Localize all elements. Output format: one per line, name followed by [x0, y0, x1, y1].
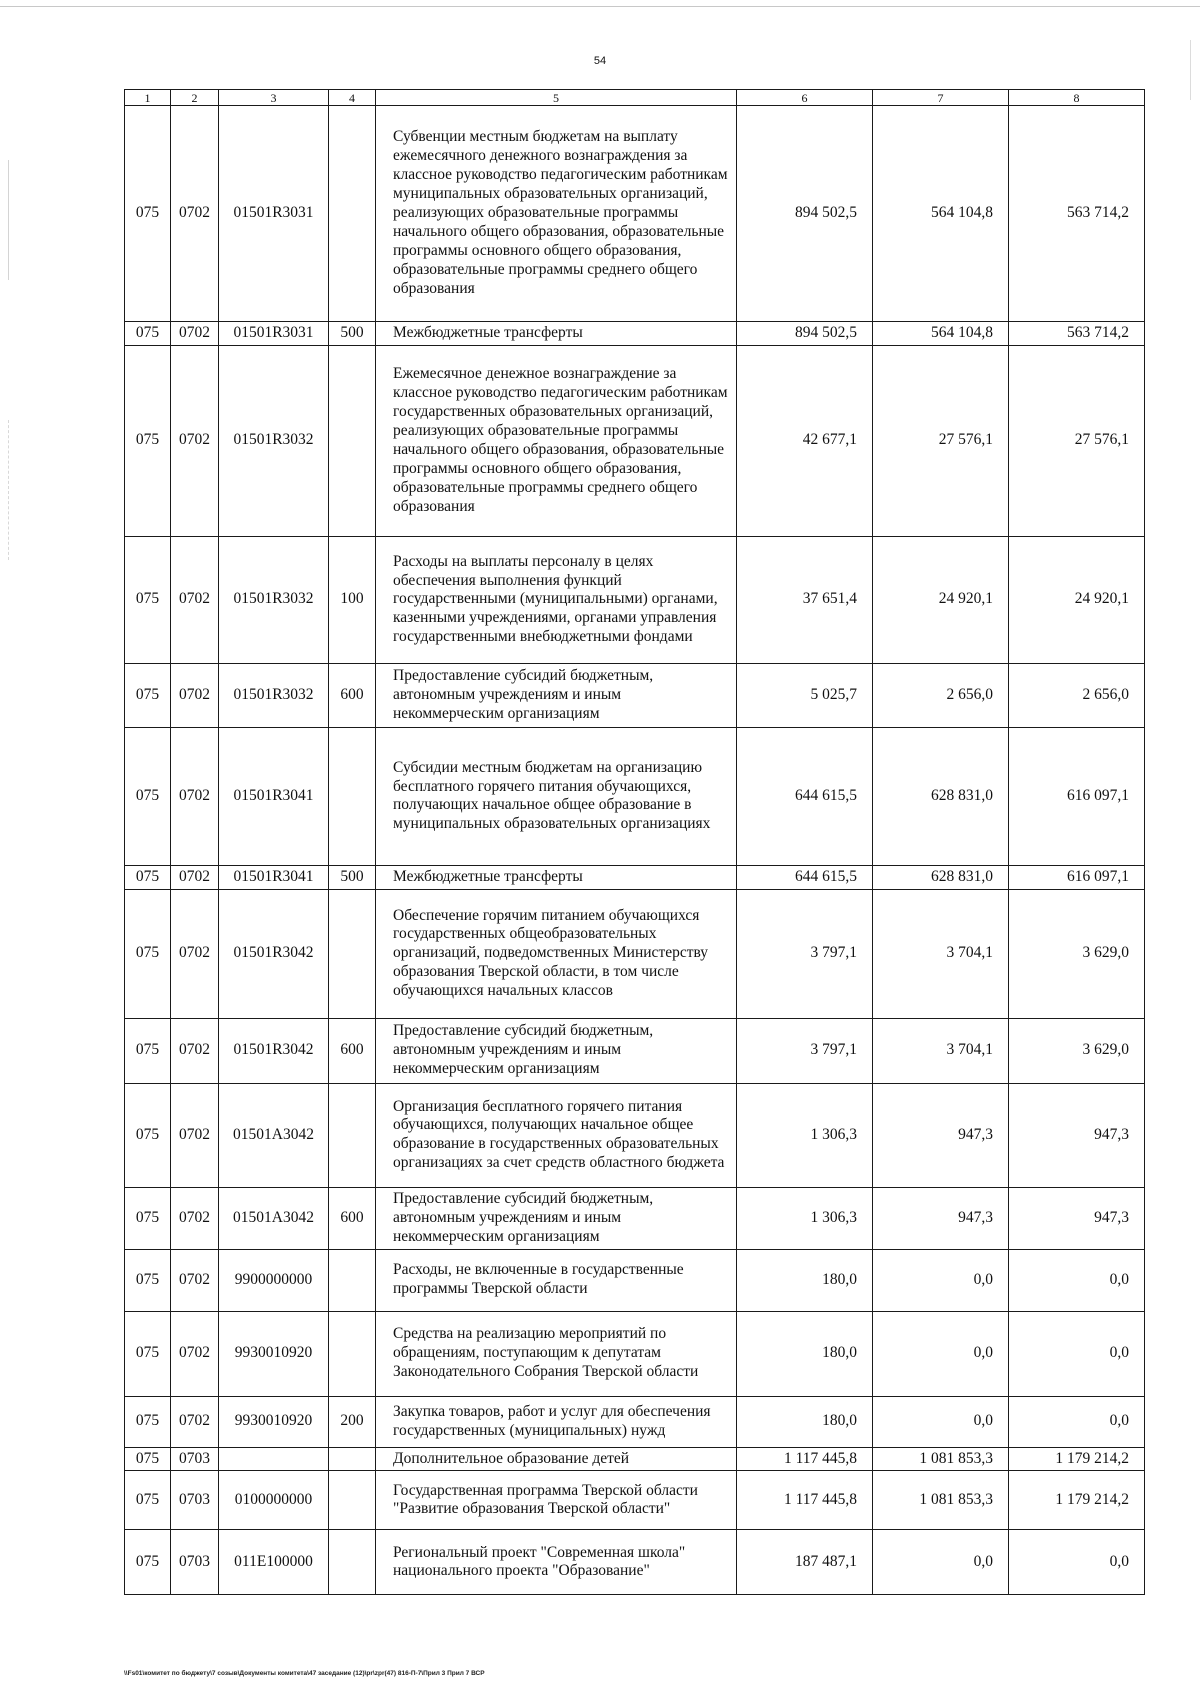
- cell-amount-col6: 3 797,1: [737, 1018, 873, 1083]
- cell-admin-code: 075: [125, 1018, 171, 1083]
- cell-description: Обеспечение горячим питанием обучающихся государственных общеобразовательных организаций, подведомственных Министерству образования Тверской области, в том числе обучающихся начальных классов: [376, 889, 737, 1018]
- table-row: [125, 727, 1145, 865]
- cell-amount-col8: 2 656,0: [1009, 663, 1145, 727]
- budget-table-container: [124, 89, 1145, 1595]
- cell-amount-col8: 947,3: [1009, 1187, 1145, 1249]
- cell-expense-type: [329, 1447, 376, 1471]
- cell-description: Государственная программа Тверской области "Развитие образования Тверской области": [376, 1471, 737, 1530]
- cell-admin-code: 075: [125, 106, 171, 322]
- cell-admin-code: 075: [125, 1471, 171, 1530]
- cell-expense-type: 100: [329, 536, 376, 663]
- cell-admin-code: 075: [125, 1187, 171, 1249]
- table-row: [125, 1249, 1145, 1311]
- cell-section-code: 0702: [171, 322, 219, 346]
- cell-amount-col6: 1 306,3: [737, 1083, 873, 1187]
- scan-artifact-mark: [8, 160, 9, 280]
- cell-target-article: 011E100000: [219, 1530, 329, 1595]
- table-row: [125, 663, 1145, 727]
- cell-admin-code: 075: [125, 1083, 171, 1187]
- cell-section-code: 0702: [171, 1396, 219, 1447]
- cell-amount-col7: 1 081 853,3: [873, 1471, 1009, 1530]
- cell-section-code: 0703: [171, 1530, 219, 1595]
- column-header: 1: [125, 90, 171, 106]
- cell-section-code: 0702: [171, 865, 219, 889]
- cell-amount-col6: 894 502,5: [737, 322, 873, 346]
- cell-admin-code: 075: [125, 1447, 171, 1471]
- cell-description: Межбюджетные трансферты: [376, 322, 737, 346]
- cell-target-article: 01501R3041: [219, 727, 329, 865]
- cell-admin-code: 075: [125, 1249, 171, 1311]
- cell-description: Организация бесплатного горячего питания обучающихся, получающих начальное общее образование в государственных образовательных организациях за счет средств областного бюджета: [376, 1083, 737, 1187]
- cell-description: Средства на реализацию мероприятий по обращениям, поступающим к депутатам Законодательного Собрания Тверской области: [376, 1311, 737, 1396]
- table-row: [125, 345, 1145, 536]
- cell-amount-col6: 1 117 445,8: [737, 1447, 873, 1471]
- cell-section-code: 0702: [171, 106, 219, 322]
- cell-target-article: 9930010920: [219, 1396, 329, 1447]
- cell-amount-col8: 0,0: [1009, 1530, 1145, 1595]
- cell-amount-col8: 947,3: [1009, 1083, 1145, 1187]
- cell-description: Дополнительное образование детей: [376, 1447, 737, 1471]
- cell-amount-col8: 1 179 214,2: [1009, 1471, 1145, 1530]
- table-row: [125, 1471, 1145, 1530]
- cell-section-code: 0702: [171, 1083, 219, 1187]
- cell-admin-code: 075: [125, 663, 171, 727]
- cell-section-code: 0702: [171, 889, 219, 1018]
- cell-amount-col6: 180,0: [737, 1311, 873, 1396]
- page-number: 54: [593, 55, 607, 67]
- cell-amount-col6: 5 025,7: [737, 663, 873, 727]
- cell-section-code: 0702: [171, 1187, 219, 1249]
- cell-amount-col6: 1 117 445,8: [737, 1471, 873, 1530]
- cell-amount-col7: 27 576,1: [873, 345, 1009, 536]
- cell-expense-type: [329, 1530, 376, 1595]
- cell-description: Субвенции местным бюджетам на выплату ежемесячного денежного вознаграждения за классное руководство педагогическим работникам муниципальных образовательных организаций, реализующих образовательные программы начального общего образования, образовательные программы основного общего образования, образовательные программы среднего общего образования: [376, 106, 737, 322]
- table-row: [125, 865, 1145, 889]
- cell-amount-col7: 24 920,1: [873, 536, 1009, 663]
- cell-target-article: 0100000000: [219, 1471, 329, 1530]
- cell-description: Межбюджетные трансферты: [376, 865, 737, 889]
- cell-description: Расходы, не включенные в государственные программы Тверской области: [376, 1249, 737, 1311]
- cell-amount-col7: 3 704,1: [873, 889, 1009, 1018]
- cell-admin-code: 075: [125, 1311, 171, 1396]
- cell-target-article: 9900000000: [219, 1249, 329, 1311]
- cell-amount-col7: 0,0: [873, 1530, 1009, 1595]
- cell-section-code: 0702: [171, 1311, 219, 1396]
- cell-description: Ежемесячное денежное вознаграждение за классное руководство педагогическим работникам государственных образовательных организаций, реализующих образовательные программы начального общего образования, образовательные программы основного общего образования, образовательные программы среднего общего образования: [376, 345, 737, 536]
- cell-amount-col8: 616 097,1: [1009, 865, 1145, 889]
- file-path-footer: \\Fs01\комитет по бюджету\7 созыв\Документы комитета\47 заседание (12)\pr\zpr(47) 816-П-7\Прил 3 Прил 7 ВСР: [124, 1670, 485, 1677]
- cell-amount-col8: 24 920,1: [1009, 536, 1145, 663]
- cell-amount-col7: 564 104,8: [873, 322, 1009, 346]
- table-row: [125, 106, 1145, 322]
- cell-section-code: 0703: [171, 1447, 219, 1471]
- column-header: 6: [737, 90, 873, 106]
- cell-amount-col7: 0,0: [873, 1396, 1009, 1447]
- cell-description: Предоставление субсидий бюджетным, автономным учреждениям и иным некоммерческим организациям: [376, 1018, 737, 1083]
- cell-amount-col8: 563 714,2: [1009, 106, 1145, 322]
- cell-expense-type: [329, 1083, 376, 1187]
- cell-description: Расходы на выплаты персоналу в целях обеспечения выполнения функций государственными (муниципальными) органами, казенными учреждениями, органами управления государственными внебюджетными фондами: [376, 536, 737, 663]
- cell-expense-type: 600: [329, 663, 376, 727]
- cell-section-code: 0703: [171, 1471, 219, 1530]
- cell-expense-type: 600: [329, 1187, 376, 1249]
- cell-amount-col8: 0,0: [1009, 1249, 1145, 1311]
- table-row: [125, 1447, 1145, 1471]
- cell-amount-col8: 0,0: [1009, 1396, 1145, 1447]
- column-header: 4: [329, 90, 376, 106]
- cell-amount-col6: 644 615,5: [737, 727, 873, 865]
- cell-expense-type: [329, 1311, 376, 1396]
- cell-amount-col8: 616 097,1: [1009, 727, 1145, 865]
- cell-target-article: 01501R3032: [219, 663, 329, 727]
- cell-amount-col7: 564 104,8: [873, 106, 1009, 322]
- cell-target-article: 01501R3042: [219, 889, 329, 1018]
- cell-amount-col7: 1 081 853,3: [873, 1447, 1009, 1471]
- cell-admin-code: 075: [125, 1396, 171, 1447]
- cell-expense-type: [329, 889, 376, 1018]
- table-row: [125, 889, 1145, 1018]
- table-row: [125, 1311, 1145, 1396]
- cell-amount-col6: 644 615,5: [737, 865, 873, 889]
- cell-amount-col8: 563 714,2: [1009, 322, 1145, 346]
- cell-description: Предоставление субсидий бюджетным, автономным учреждениям и иным некоммерческим организациям: [376, 1187, 737, 1249]
- scan-artifact-mark: [1190, 40, 1191, 100]
- cell-expense-type: [329, 1249, 376, 1311]
- cell-section-code: 0702: [171, 663, 219, 727]
- cell-admin-code: 075: [125, 322, 171, 346]
- cell-section-code: 0702: [171, 536, 219, 663]
- cell-admin-code: 075: [125, 1530, 171, 1595]
- cell-amount-col7: 947,3: [873, 1187, 1009, 1249]
- cell-amount-col8: 3 629,0: [1009, 1018, 1145, 1083]
- cell-amount-col8: 0,0: [1009, 1311, 1145, 1396]
- cell-amount-col6: 894 502,5: [737, 106, 873, 322]
- column-header: 2: [171, 90, 219, 106]
- cell-amount-col7: 628 831,0: [873, 727, 1009, 865]
- cell-admin-code: 075: [125, 345, 171, 536]
- cell-amount-col6: 187 487,1: [737, 1530, 873, 1595]
- table-row: [125, 1018, 1145, 1083]
- cell-expense-type: [329, 106, 376, 322]
- table-row: [125, 1530, 1145, 1595]
- cell-description: Региональный проект "Современная школа" национального проекта "Образование": [376, 1530, 737, 1595]
- cell-amount-col7: 3 704,1: [873, 1018, 1009, 1083]
- cell-amount-col8: 27 576,1: [1009, 345, 1145, 536]
- cell-section-code: 0702: [171, 727, 219, 865]
- cell-target-article: 01501R3041: [219, 865, 329, 889]
- cell-expense-type: 200: [329, 1396, 376, 1447]
- table-row: [125, 1396, 1145, 1447]
- table-header-row: [125, 90, 1145, 106]
- cell-amount-col8: 1 179 214,2: [1009, 1447, 1145, 1471]
- column-header: 5: [376, 90, 737, 106]
- cell-amount-col6: 37 651,4: [737, 536, 873, 663]
- cell-admin-code: 075: [125, 727, 171, 865]
- cell-expense-type: [329, 345, 376, 536]
- cell-description: Предоставление субсидий бюджетным, автономным учреждениям и иным некоммерческим организациям: [376, 663, 737, 727]
- cell-target-article: 01501R3031: [219, 106, 329, 322]
- cell-amount-col7: 0,0: [873, 1249, 1009, 1311]
- cell-amount-col6: 180,0: [737, 1396, 873, 1447]
- cell-expense-type: 500: [329, 865, 376, 889]
- cell-amount-col8: 3 629,0: [1009, 889, 1145, 1018]
- cell-section-code: 0702: [171, 345, 219, 536]
- column-header: 8: [1009, 90, 1145, 106]
- cell-amount-col6: 180,0: [737, 1249, 873, 1311]
- table-row: [125, 322, 1145, 346]
- table-row: [125, 1187, 1145, 1249]
- cell-amount-col7: 2 656,0: [873, 663, 1009, 727]
- scan-edge-line: [0, 6, 1200, 7]
- cell-target-article: [219, 1447, 329, 1471]
- cell-target-article: 01501R3031: [219, 322, 329, 346]
- cell-description: Закупка товаров, работ и услуг для обеспечения государственных (муниципальных) нужд: [376, 1396, 737, 1447]
- cell-admin-code: 075: [125, 865, 171, 889]
- cell-section-code: 0702: [171, 1249, 219, 1311]
- cell-expense-type: 500: [329, 322, 376, 346]
- cell-expense-type: [329, 727, 376, 865]
- cell-amount-col7: 947,3: [873, 1083, 1009, 1187]
- table-row: [125, 536, 1145, 663]
- column-header: 3: [219, 90, 329, 106]
- cell-expense-type: [329, 1471, 376, 1530]
- cell-amount-col7: 628 831,0: [873, 865, 1009, 889]
- cell-target-article: 01501A3042: [219, 1083, 329, 1187]
- cell-target-article: 01501R3032: [219, 536, 329, 663]
- cell-amount-col7: 0,0: [873, 1311, 1009, 1396]
- cell-amount-col6: 42 677,1: [737, 345, 873, 536]
- cell-expense-type: 600: [329, 1018, 376, 1083]
- cell-amount-col6: 3 797,1: [737, 889, 873, 1018]
- cell-target-article: 01501R3042: [219, 1018, 329, 1083]
- cell-admin-code: 075: [125, 889, 171, 1018]
- cell-amount-col6: 1 306,3: [737, 1187, 873, 1249]
- cell-admin-code: 075: [125, 536, 171, 663]
- cell-description: Субсидии местным бюджетам на организацию бесплатного горячего питания обучающихся, получающих начальное общее образование в муниципальных образовательных организациях: [376, 727, 737, 865]
- scan-artifact-mark: [8, 420, 9, 560]
- budget-table: [124, 89, 1145, 1595]
- cell-target-article: 9930010920: [219, 1311, 329, 1396]
- cell-target-article: 01501A3042: [219, 1187, 329, 1249]
- column-header: 7: [873, 90, 1009, 106]
- table-row: [125, 1083, 1145, 1187]
- cell-target-article: 01501R3032: [219, 345, 329, 536]
- cell-section-code: 0702: [171, 1018, 219, 1083]
